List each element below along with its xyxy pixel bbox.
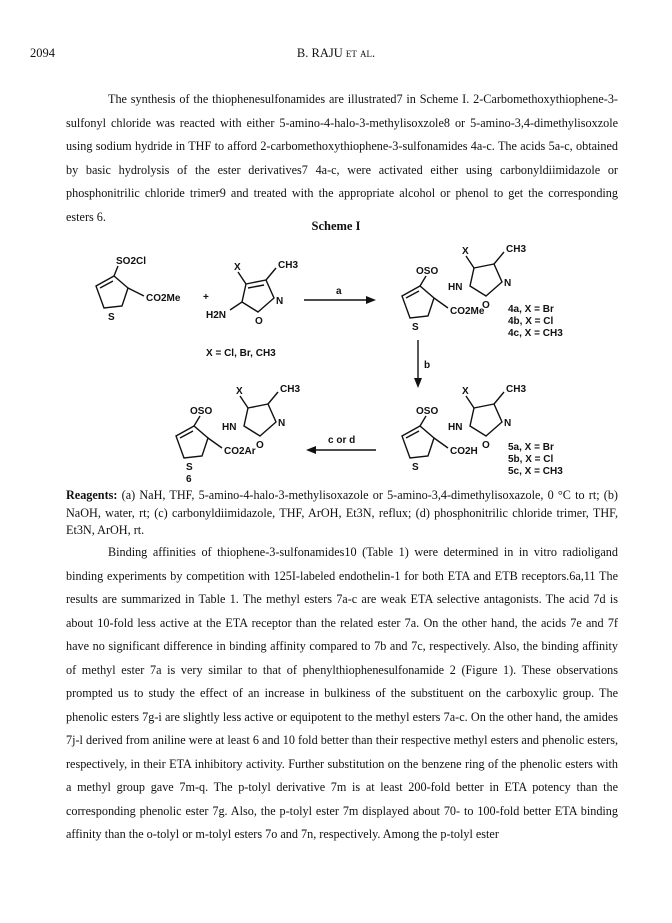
product-6	[176, 384, 300, 473]
plus-sign: +	[203, 292, 209, 303]
nitrogen-label-6: N	[278, 418, 286, 429]
oxygen-label: O	[255, 316, 263, 327]
x-label-5: X	[462, 386, 469, 397]
x-definition: X = Cl, Br, CH3	[206, 348, 276, 359]
product-5a-label: 5a, X = Br	[508, 442, 554, 453]
oxygen-label-6: O	[256, 440, 264, 451]
product-5b-label: 5b, X = Cl	[508, 454, 554, 465]
product-4c-label: 4c, X = CH3	[508, 328, 563, 339]
sulfur-label-6: S	[186, 462, 193, 473]
x-substituent-label: X	[234, 262, 241, 273]
page-number: 2094	[30, 46, 55, 60]
product-5c-label: 5c, X = CH3	[508, 466, 563, 477]
sulfur-label-4: S	[412, 322, 419, 333]
running-title: B. RAJU et al.	[296, 46, 376, 60]
intro-text: The synthesis of the thiophenesulfonamides are illustrated7 in Scheme I. 2-Carbomethoxythiophene-3-sulfonyl chloride was reacted with either 5-amino-4-halo-3-methylisoxzole8 or 5-amino-3,4-dimethylisoxzole using sodium hydride in THF to afford 2-carbomethoxythiophene-3-sulfonamides 4a-c. The acids 5a-c, obtained by basic hydrolysis of the ester derivatives7 4a-c, were activated either using carbonyldiimidazole or phosphonitrilic chloride trimer9 and treated with the appropriate alcohol or phenol to get the corresponding esters 6.	[66, 92, 618, 224]
reactant-isoxazole	[206, 260, 298, 327]
so2-label-5: OSO	[416, 406, 439, 417]
methyl-label: CH3	[278, 260, 299, 271]
product-6-label: 6	[186, 474, 192, 483]
nitrogen-label: N	[276, 296, 284, 307]
product-4b-label: 4b, X = Cl	[508, 316, 554, 327]
methyl-label-6: CH3	[280, 384, 301, 395]
arrow-b-label: b	[424, 360, 431, 371]
ester-label-6: CO2Ar	[224, 446, 256, 457]
nitrogen-label-5: N	[504, 418, 512, 429]
hn-label-6: HN	[222, 422, 237, 433]
amine-label: H2N	[206, 310, 227, 321]
oxygen-label-4: O	[482, 300, 490, 311]
methyl-label-5: CH3	[506, 384, 527, 395]
nitrogen-label-4: N	[504, 278, 512, 289]
ester-label-4: CO2Me	[450, 306, 485, 317]
oxygen-label-5: O	[482, 440, 490, 451]
reagents-note	[66, 487, 618, 540]
x-label-6: X	[236, 386, 243, 397]
hn-label-5: HN	[448, 422, 463, 433]
sulfur-label-5: S	[412, 462, 419, 473]
x-label-4: X	[462, 246, 469, 257]
product-4a-label: 4a, X = Br	[508, 304, 554, 315]
scheme-title: Scheme I	[311, 219, 361, 233]
binding-paragraph	[66, 541, 618, 847]
acid-label-5: CO2H	[450, 446, 478, 457]
methyl-label-4: CH3	[506, 244, 527, 255]
hn-label-4: HN	[448, 282, 463, 293]
so2-label-6: OSO	[190, 406, 213, 417]
so2-label: OSO	[416, 266, 439, 277]
arrow-a-label: a	[336, 286, 342, 297]
reagents-heading: Reagents:	[66, 488, 118, 502]
sulfonyl-chloride-label: SO2Cl	[116, 256, 147, 267]
reagents-text: (a) NaH, THF, 5-amino-4-halo-3-methylisoxazole or 5-amino-3,4-dimethylisoxazole, 0 °C to rt; (b) NaOH, water, rt; (c) carbonyldiimidazole, THF, ArOH, Et3N, reflux; (d) phosphonitrilic chloride trimer, THF, Et3N, ArOH, rt.	[66, 488, 618, 537]
binding-text: Binding affinities of thiophene-3-sulfonamides10 (Table 1) were determined in in vitro radioligand binding experiments by competition with 125I-labeled endothelin-1 for both ETA and ETB receptors.6a,11 The results are summarized in Table 1. The methyl esters 7a-c are weak ETA selective antagonists. The acid 7d is about 10-fold less active at the ETA receptor than the related ester 7a. On the other hand, the acids 7e and 7f have no significant difference in binding affinity compared to 7b and 7c, respectively. Also, the binding affinity of methyl ester 7a is very similar to that of phenylthiophenesulfonamide 2 (Figure 1). These observations prompted us to study the effect of an increase in bulkiness of the substituent on the carboxylic group. The phenolic esters 7g-i are slightly less active or equipotent to the methyl esters 7a-c. On the other hand, the amides 7j-l derived from aniline were at least 6 and 10 fold better than their respective methyl esters and phenolic esters, respectively, in their ETA inhibitory activity. Further substitution on the benzene ring of the phenolic esters with a methyl group gave 7m-q. The p-tolyl derivative 7m is at least 200-fold better in ETA potency than the corresponding phenolic ester 7g. Also, the p-tolyl ester 7m displayed about 70- to 100-fold better ETA binding affinity than the o-tolyl or m-tolyl esters 7o and 7n, respectively. Among the p-tolyl ester	[66, 545, 618, 841]
reactant-thiophene	[96, 256, 181, 323]
arrow-cd-label: c or d	[328, 435, 356, 446]
sulfur-label: S	[108, 312, 115, 323]
reaction-scheme	[66, 238, 586, 483]
ester-label: CO2Me	[146, 293, 181, 304]
intro-paragraph	[66, 88, 618, 229]
